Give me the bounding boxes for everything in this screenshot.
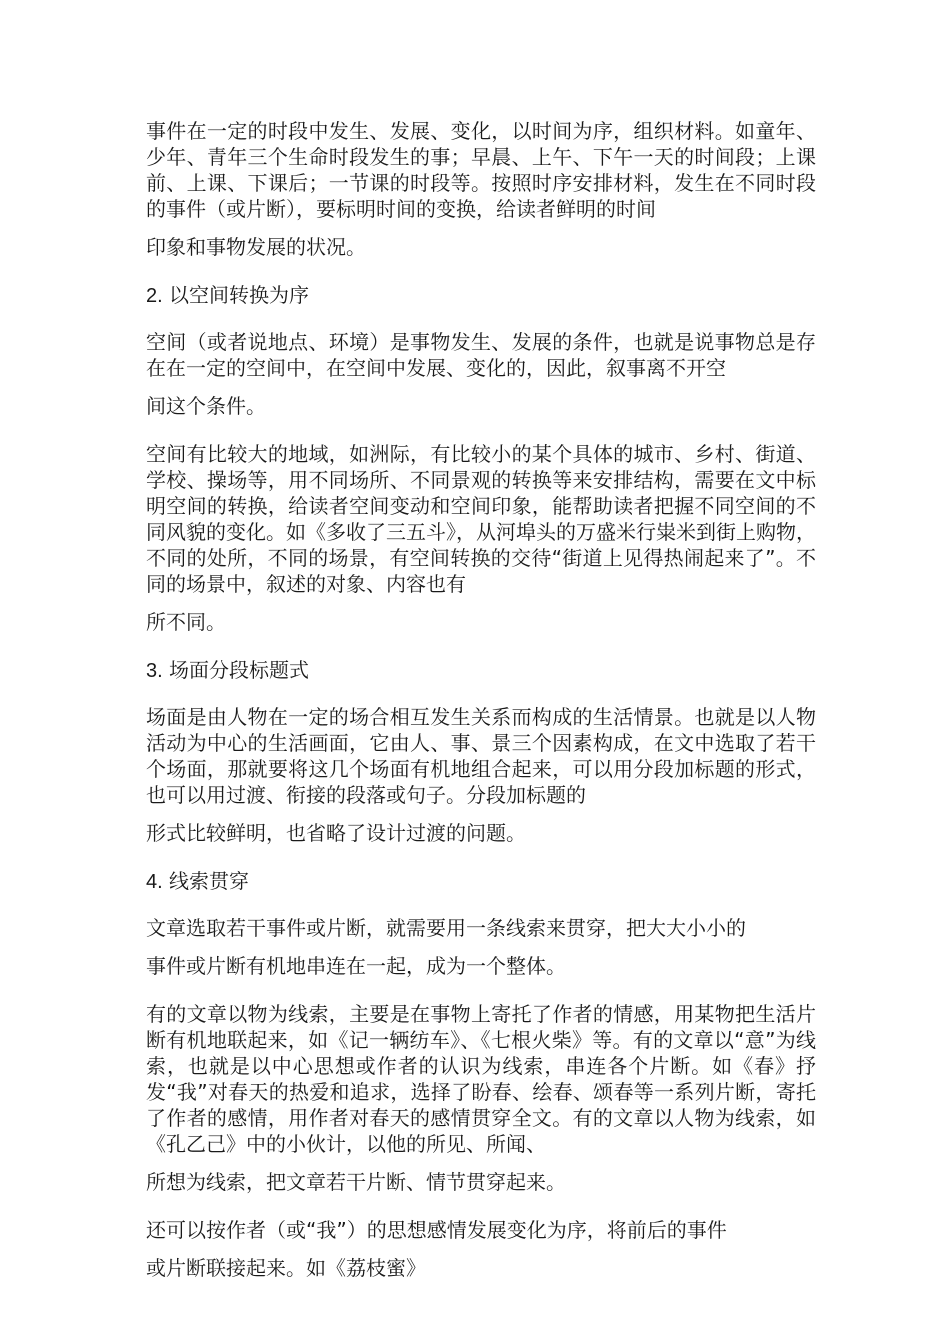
paragraph-tail: 形式比较鲜明，也省略了设计过渡的问题。 (146, 821, 526, 845)
paragraph-tail: 印象和事物发展的状况。 (146, 235, 366, 259)
paragraph (146, 1001, 816, 1195)
document-content (146, 118, 816, 1303)
section-heading (146, 868, 816, 895)
paragraph-tail: 或片断联接起来。如《荔枝蜜》 (146, 1256, 426, 1280)
section-number: 3. (146, 660, 163, 682)
paragraph (146, 704, 816, 846)
paragraph-body: 空间（或者说地点、环境）是事物发生、发展的条件，也就是说事物总是存在在一定的空间中，在空间中发展、变化的，因此，叙事离不开空 (146, 330, 816, 380)
paragraph-body: 有的文章以物为线索，主要是在事物上寄托了作者的情感，用某物把生活片断有机地联起来，如《记一辆纺车》、《七根火柴》等。有的文章以“意”为线索，也就是以中心思想或作者的认识为线索，串连各个片断。如《春》抒发“我”对春天的热爱和追求，选择了盼春、绘春、颂春等一系列片断，寄托了作者的感情，用作者对春天的感情贯穿全文。有的文章以人物为线索，如《孔乙己》中的小伙计，以他的所见、所闻、 (146, 1002, 816, 1156)
section-number: 2. (146, 285, 163, 307)
paragraph-tail: 事件或片断有机地串连在一起，成为一个整体。 (146, 954, 566, 978)
paragraph (146, 441, 816, 635)
section-title: 以空间转换为序 (169, 283, 310, 307)
paragraph (146, 915, 816, 979)
paragraph-tail: 所想为线索，把文章若干片断、情节贯穿起来。 (146, 1170, 566, 1194)
paragraph (146, 329, 816, 419)
paragraph (146, 118, 816, 260)
section-heading (146, 282, 816, 309)
section-title: 场面分段标题式 (169, 658, 310, 682)
paragraph-tail: 所不同。 (146, 610, 226, 634)
paragraph-body: 场面是由人物在一定的场合相互发生关系而构成的生活情景。也就是以人物活动为中心的生活画面，它由人、事、景三个因素构成，在文中选取了若干个场面，那就要将这几个场面有机地组合起来，可以用分段加标题的形式，也可以用过渡、衔接的段落或句子。分段加标题的 (146, 705, 816, 807)
paragraph-tail: 间这个条件。 (146, 394, 266, 418)
paragraph (146, 1217, 816, 1281)
paragraph-body: 文章选取若干事件或片断，就需要用一条线索来贯穿，把大大小小的 (146, 916, 746, 940)
section-heading (146, 657, 816, 684)
section-number: 4. (146, 871, 163, 893)
paragraph-body: 还可以按作者（或“我”）的思想感情发展变化为序，将前后的事件 (146, 1218, 727, 1242)
section-title: 线索贯穿 (169, 869, 250, 893)
paragraph-body: 空间有比较大的地域，如洲际，有比较小的某个具体的城市、乡村、街道、学校、操场等，用不同场所、不同景观的转换等来安排结构，需要在文中标明空间的转换，给读者空间变动和空间印象，能帮助读者把握不同空间的不同风貌的变化。如《多收了三五斗》，从河埠头的万盛米行粜米到街上购物，不同的处所，不同的场景，有空间转换的交待“街道上见得热闹起来了”。不同的场景中，叙述的对象、内容也有 (146, 442, 816, 596)
paragraph-body: 事件在一定的时段中发生、发展、变化，以时间为序，组织材料。如童年、少年、青年三个生命时段发生的事；早晨、上午、下午一天的时间段；上课前、上课、下课后；一节课的时段等。按照时序安排材料，发生在不同时段的事件（或片断），要标明时间的变换，给读者鲜明的时间 (146, 119, 816, 221)
